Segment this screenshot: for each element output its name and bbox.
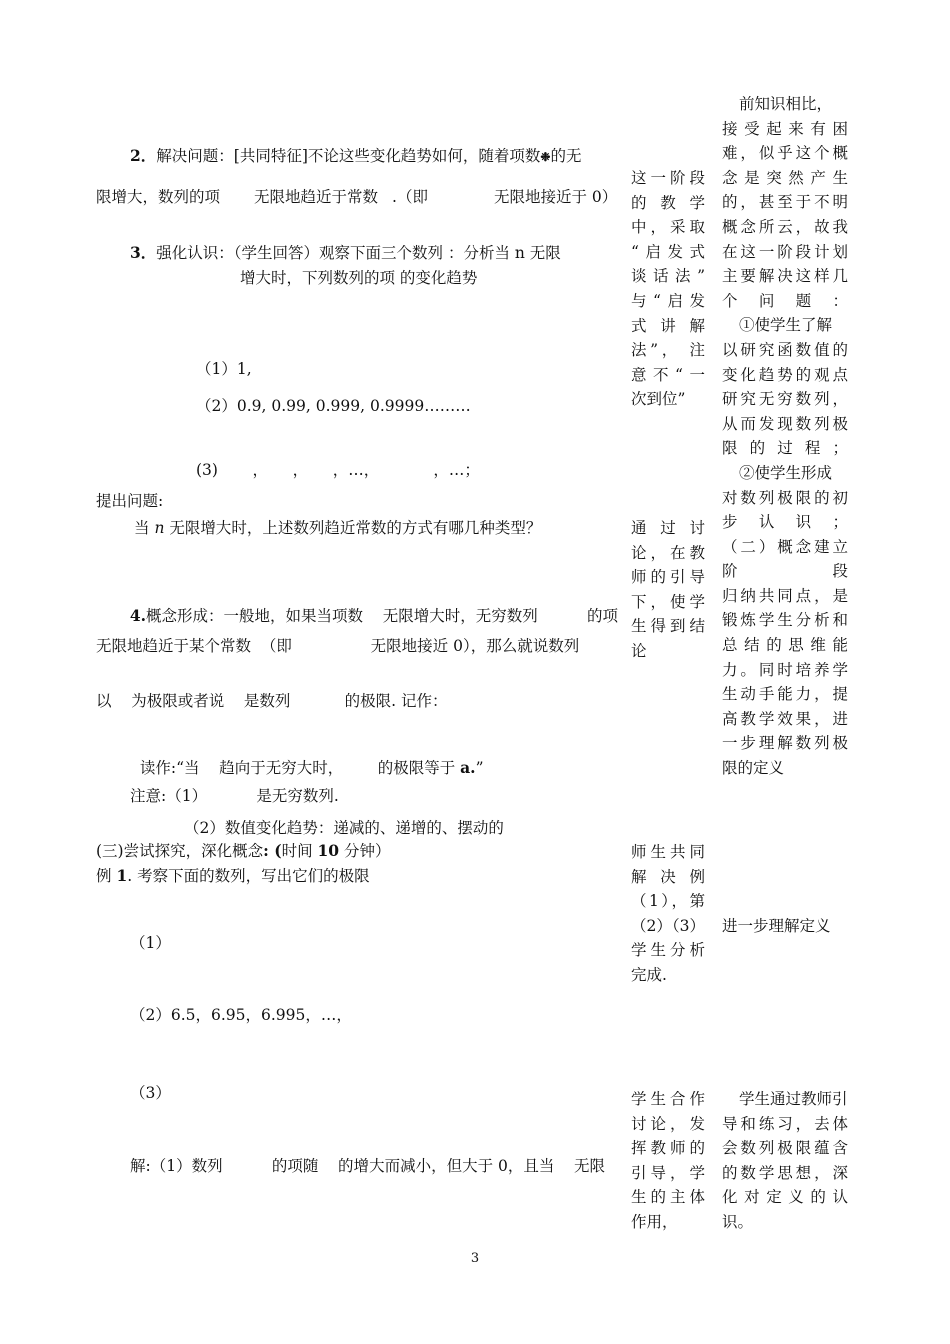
column-line: 主要解决这样几 bbox=[722, 267, 848, 286]
para-2-line1 bbox=[130, 146, 582, 167]
broken-glyph-icon: ❉ bbox=[540, 150, 551, 164]
para-3-text: 强化认识：（学生回答）观察下面三个数列 ：分析当 n 无限 bbox=[156, 244, 561, 262]
column-line: 的 教 学 bbox=[631, 193, 705, 212]
column-line: 接受起来有困 bbox=[722, 119, 848, 138]
read-as-b: a. bbox=[460, 758, 476, 777]
column-line: 引导，学 bbox=[631, 1163, 705, 1182]
column-line: 谈话法” bbox=[631, 267, 705, 286]
column-line: 学生合作 bbox=[631, 1090, 705, 1108]
column-line: 通 过 讨 bbox=[631, 519, 705, 537]
column-line: 在这一阶段计划 bbox=[722, 242, 848, 261]
column-line: 挥教师的 bbox=[631, 1139, 705, 1158]
example-1-heading bbox=[96, 866, 370, 886]
column-line: 阶段 bbox=[722, 562, 848, 581]
mid-col-block-4 bbox=[631, 1087, 705, 1235]
section-3-heading bbox=[96, 841, 391, 861]
column-line: 进一步理解定义 bbox=[722, 917, 831, 935]
column-line: “启发式 bbox=[631, 242, 705, 261]
column-line: 限的定义 bbox=[722, 759, 785, 778]
column-line: （1），第 bbox=[631, 892, 705, 911]
example-1-a: 例 bbox=[96, 867, 117, 885]
column-line: 学生分析 bbox=[631, 941, 705, 960]
column-line: 限的过程； bbox=[722, 439, 848, 458]
column-line: ①使学生了解 bbox=[739, 316, 833, 335]
note-1: 注意:（1） 是无穷数列. bbox=[130, 787, 339, 805]
column-line: 的，甚至于不明 bbox=[722, 193, 848, 212]
para-2-tail: 的无 bbox=[550, 147, 582, 165]
para-4-line1 bbox=[120, 586, 618, 626]
para-2-lead: 解决问题：[共同特征] bbox=[156, 147, 308, 165]
column-line: 归纳共同点，是 bbox=[722, 586, 848, 605]
example-item-2: （2）6.5，6.95，6.995，…， bbox=[130, 1006, 352, 1024]
para-3-line2: 增大时，下列数列的项 的变化趋势 bbox=[240, 269, 478, 287]
column-line: 师的引导 bbox=[631, 568, 705, 587]
column-line: 导和练习，去体 bbox=[722, 1114, 848, 1133]
column-line: 前知识相比， bbox=[739, 95, 833, 113]
column-line: 意不“一 bbox=[631, 365, 705, 384]
para-4-line2: 无限地趋近于某个常数 （即 无限地接近 0），那么就说数列 bbox=[96, 637, 580, 655]
column-line: 会数列极限蕴含 bbox=[722, 1139, 848, 1158]
question-b: 无限增大时，上述数列趋近常数的方式有哪几种类型？ bbox=[164, 519, 542, 537]
section-3-d: 10 bbox=[317, 841, 340, 860]
mid-col-block-2 bbox=[631, 516, 705, 664]
section-3-b: : ( bbox=[263, 841, 282, 860]
column-line: 研究无穷数列， bbox=[722, 390, 848, 409]
column-line: 从而发现数列极 bbox=[722, 414, 848, 433]
column-line: 论，在教 bbox=[631, 543, 705, 562]
sequence-1: （1）1, bbox=[196, 360, 252, 378]
column-line: 讨论，发 bbox=[631, 1114, 705, 1133]
column-line: 法”， 注 bbox=[631, 341, 705, 360]
para-2-line2 bbox=[96, 187, 617, 207]
example-item-1: （1） bbox=[130, 934, 171, 952]
note-2: （2）数值变化趋势：递减的、递增的、摆动的 bbox=[184, 819, 504, 837]
right-col-block-2 bbox=[722, 914, 848, 939]
column-line: 完成. bbox=[631, 965, 667, 984]
column-line: 念是突然产生 bbox=[722, 168, 848, 187]
read-as-a: 读作:“当 趋向于无穷大时， 的极限等于 bbox=[139, 759, 461, 777]
section-3-c: 时间 bbox=[281, 842, 318, 860]
column-line: （二）概念建立 bbox=[722, 537, 848, 556]
column-line: 论 bbox=[631, 641, 647, 660]
column-line: 变化趋势的观点 bbox=[722, 365, 848, 384]
column-line: 一步理解数列极 bbox=[722, 734, 848, 753]
column-line: 学生通过教师引 bbox=[739, 1090, 848, 1108]
para-4-number: 4. bbox=[129, 606, 147, 625]
column-line: 的数学思想，深 bbox=[722, 1163, 848, 1182]
para-2-text: 不论这些变化趋势如何，随着项数 bbox=[307, 147, 541, 165]
column-line: 生的主体 bbox=[631, 1188, 705, 1207]
column-line: 化对定义的认 bbox=[722, 1188, 848, 1207]
para-3-number: 3． bbox=[130, 243, 157, 262]
question-text bbox=[134, 518, 541, 538]
raise-question-label: 提出问题: bbox=[96, 492, 164, 510]
para-2-number: 2． bbox=[130, 146, 157, 165]
question-a: 当 bbox=[134, 519, 155, 537]
page-number: 3 bbox=[470, 1251, 480, 1266]
column-line: 解 决 例 bbox=[631, 867, 705, 886]
solution-line: 解:（1）数列 的项随 的增大而减小，但大于 0，且当 无限 bbox=[130, 1157, 606, 1175]
question-n: n bbox=[154, 519, 165, 537]
column-line: 力。同时培养学 bbox=[722, 660, 848, 679]
para-2-line2-a: 限增大，数列的项 bbox=[96, 188, 221, 206]
column-line: 识。 bbox=[722, 1212, 754, 1231]
column-line: （2）（3） bbox=[631, 916, 705, 935]
column-line: 概念所云，故我 bbox=[722, 217, 848, 236]
column-line: 次到位” bbox=[631, 390, 686, 409]
column-line: 难，似乎这个概 bbox=[722, 144, 848, 163]
example-item-3: （3） bbox=[130, 1084, 171, 1102]
column-line: 下，使学 bbox=[631, 592, 705, 611]
column-line: 作用， bbox=[631, 1212, 678, 1231]
column-line: 个问题： bbox=[722, 291, 848, 310]
para-4-line3: 以 为极限或者说 是数列 的极限. 记作： bbox=[96, 692, 448, 710]
section-3-e: 分钟） bbox=[339, 842, 391, 860]
column-line: 师生共同 bbox=[631, 843, 705, 861]
column-line: 锻炼学生分析和 bbox=[722, 611, 848, 630]
sequence-2: （2）0.9, 0.99, 0.999, 0.9999……… bbox=[196, 397, 471, 415]
column-line: ②使学生形成 bbox=[739, 463, 833, 482]
column-line: 与“启发 bbox=[631, 291, 705, 310]
right-col-block-1 bbox=[722, 92, 848, 781]
column-line: 高教学效果，进 bbox=[722, 709, 848, 728]
section-3-a: (三)尝试探究，深化概念 bbox=[96, 842, 264, 860]
example-1-b: 1 bbox=[116, 866, 128, 885]
column-line: 生动手能力，提 bbox=[722, 685, 848, 704]
sequence-3: (3) ， ， ，…， ，…； bbox=[196, 461, 480, 479]
para-2-line2-d: 无限地接近于 0） bbox=[493, 188, 618, 206]
para-2-line2-c: .（即 bbox=[392, 188, 428, 206]
mid-col-block-1 bbox=[631, 166, 705, 412]
para-3-line1 bbox=[130, 243, 561, 263]
example-1-c: . 考察下面的数列，写出它们的极限 bbox=[127, 867, 370, 885]
para-2-line2-b: 无限地趋近于常数 bbox=[254, 188, 379, 206]
column-line: 总结的思维能 bbox=[722, 636, 848, 655]
column-line: 中，采取 bbox=[631, 218, 705, 237]
read-as-c: ” bbox=[475, 759, 484, 777]
column-line: 步认识； bbox=[722, 513, 848, 532]
column-line: 这一阶段 bbox=[631, 169, 705, 187]
column-line: 以研究函数值的 bbox=[722, 340, 848, 359]
read-as bbox=[130, 738, 484, 778]
column-line: 式 讲 解 bbox=[631, 316, 705, 335]
column-line: 对数列极限的初 bbox=[722, 488, 848, 507]
column-line: 生得到结 bbox=[631, 617, 705, 636]
para-4-text: 概念形成：一般地，如果当项数 无限增大时，无穷数列 的项 bbox=[146, 607, 619, 625]
mid-col-block-3 bbox=[631, 840, 705, 988]
right-col-block-3 bbox=[722, 1087, 848, 1235]
